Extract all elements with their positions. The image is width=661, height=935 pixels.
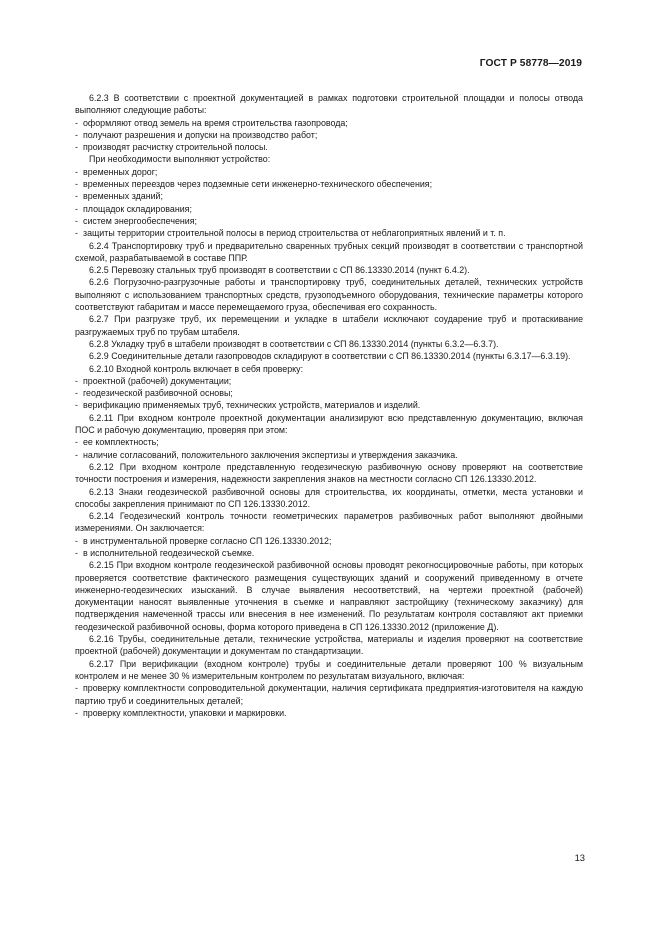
list-dash: - (75, 535, 78, 546)
paragraph: 6.2.17 При верификации (входном контроле) трубы и соединительные детали проверяют 100 % визуальным контролем и не менее 30 % измерительным контролем по результатам визуального, включая: (75, 658, 583, 681)
list-dash: - (75, 228, 78, 239)
paragraph: 6.2.7 При разгрузке труб, их перемещении и укладке в штабели исключают соударение труб и протаскивание разгружаемых труб по трубам штабеля. (75, 314, 583, 337)
list-dash: - (75, 388, 78, 399)
list-item-text: временных зданий; (83, 191, 163, 202)
list-item-text: площадок складирования; (83, 203, 192, 214)
list-item-text: наличие согласований, положительного заключения экспертизы и утверждения заказчика. (83, 449, 458, 460)
paragraph: 6.2.12 При входном контроле представленную геодезическую разбивочную основу проверяют на соответствие точности построения и измерения, надежности закрепления знаков на местности согласно СП 126.13330.2012. (75, 461, 583, 485)
paragraph: 6.2.4 Транспортировку труб и предварительно сваренных трубных секций производят в соответствии с транспортной схемой, разрабатываемой в составе ППР. (75, 240, 583, 263)
paragraph: 6.2.5 Перевозку стальных труб производят в соответствии с СП 86.13330.2014 (пункт 6.4.2). (89, 265, 470, 276)
list-item-text: верификацию применяемых труб, технических устройств, материалов и изделий. (83, 400, 421, 411)
list-item-text: проверку комплектности сопроводительной документации, наличия сертификата предприятия-изготовителя на каждую партию труб и соединительных деталей; (75, 683, 583, 706)
paragraph: 6.2.6 Погрузочно-разгрузочные работы и транспортировку труб, соединительных деталей, технических устройств выполняют с использованием транспортных средств, грузоподъемного оборудования, технические параметры которого соответствуют габаритам и массе перемещаемого груза, обеспечивая его сохранность. (75, 277, 583, 313)
list-item-text: систем энергообеспечения; (83, 215, 198, 226)
list-dash: - (75, 449, 78, 460)
list-dash: - (75, 707, 78, 718)
list-item-text: производят расчистку строительной полосы. (83, 142, 268, 153)
list-item-text: защиты территории строительной полосы в период строительства от неблагоприятных явлений и т. п. (83, 228, 506, 239)
list-dash: - (75, 437, 78, 448)
list-dash: - (75, 117, 78, 128)
paragraph: 6.2.16 Трубы, соединительные детали, технические устройства, материалы и изделия проверяют на соответствие проектной (рабочей) документации и документам по стандартизации. (75, 634, 583, 657)
list-dash: - (75, 215, 78, 226)
page-number: 13 (574, 852, 585, 863)
list-dash: - (75, 142, 78, 153)
list-item (75, 203, 583, 215)
list-dash: - (75, 129, 78, 140)
list-item-text: геодезической разбивочной основы; (83, 388, 233, 399)
list-item (75, 547, 583, 559)
list-item (75, 178, 583, 190)
list-item (75, 449, 583, 461)
list-dash: - (75, 179, 78, 190)
list-item-text: ее комплектность; (83, 437, 159, 448)
list-item-text: оформляют отвод земель на время строительства газопровода; (83, 117, 348, 128)
list-dash: - (75, 166, 78, 177)
list-item-text: проектной (рабочей) документации; (83, 375, 232, 386)
list-item (75, 141, 583, 153)
list-dash: - (75, 400, 78, 411)
paragraph: 6.2.13 Знаки геодезической разбивочной основы для строительства, их координаты, отметки, места установки и способы закрепления принимают по СП 126.13330.2012. (75, 486, 583, 509)
paragraph: 6.2.10 Входной контроль включает в себя проверку: (89, 363, 304, 374)
list-item-text: в исполнительной геодезической съемке. (83, 547, 255, 558)
list-item (75, 682, 583, 707)
list-dash: - (75, 547, 78, 558)
list-item-text: временных дорог; (83, 166, 158, 177)
paragraph: 6.2.14 Геодезический контроль точности геометрических параметров разбивочных работ выполняют двойными измерениями. Он заключается: (75, 511, 583, 534)
list-item (75, 707, 583, 719)
list-item (75, 117, 583, 129)
list-item (75, 227, 583, 239)
list-item-text: в инструментальной проверке согласно СП 126.13330.2012; (83, 535, 332, 546)
paragraph: При необходимости выполняют устройство: (89, 154, 271, 165)
list-item-text: получают разрешения и допуски на производство работ; (83, 129, 318, 140)
list-dash: - (75, 375, 78, 386)
document-body (75, 92, 583, 719)
list-item-text: временных переездов через подземные сети инженерно-технического обеспечения; (83, 179, 433, 190)
list-dash: - (75, 203, 78, 214)
list-item (75, 375, 583, 387)
list-item-text: проверку комплектности, упаковки и маркировки. (83, 707, 287, 718)
list-item (75, 129, 583, 141)
list-item (75, 190, 583, 202)
list-dash: - (75, 683, 78, 694)
list-dash: - (75, 191, 78, 202)
paragraph: 6.2.9 Соединительные детали газопроводов складируют в соответствии с СП 86.13330.2014 (пункты 6.3.17—6.3.19). (89, 351, 571, 362)
paragraph: 6.2.11 При входном контроле проектной документации анализируют всю представленную документацию, включая ПОС и рабочую документацию, проверяя при этом: (75, 412, 583, 436)
document-standard-header: ГОСТ Р 58778—2019 (479, 58, 582, 69)
list-item (75, 436, 583, 448)
list-item (75, 399, 583, 411)
list-item (75, 215, 583, 227)
paragraph: 6.2.3 В соответствии с проектной документацией в рамках подготовки строительной площадки и полосы отвода выполняют следующие работы: (75, 93, 583, 116)
list-item (75, 535, 583, 547)
paragraph: 6.2.8 Укладку труб в штабели производят в соответствии с СП 86.13330.2014 (пункты 6.3.2—6.3.7). (89, 338, 499, 349)
paragraph: 6.2.15 При входном контроле геодезической разбивочной основы проводят рекогносцировочные работы, при которых проверяется соответствие фактического размещения существующих зданий и сооружений приведенному в отчете инженерно-геодезических изысканий. В случае выявления несоответствий, на чертежи проектной (рабочей) документации наносят выявленные уточнения в съемке и направляют застройщику (техническому заказчику) для подтверждения намеченной трассы или внесения в нее изменений. По результатам контроля составляют акт приемки геодезической разбивочной основы, форма которого приведена в СП 126.13330.2012 (приложение Д). (75, 560, 583, 632)
list-item (75, 166, 583, 178)
list-item (75, 387, 583, 399)
